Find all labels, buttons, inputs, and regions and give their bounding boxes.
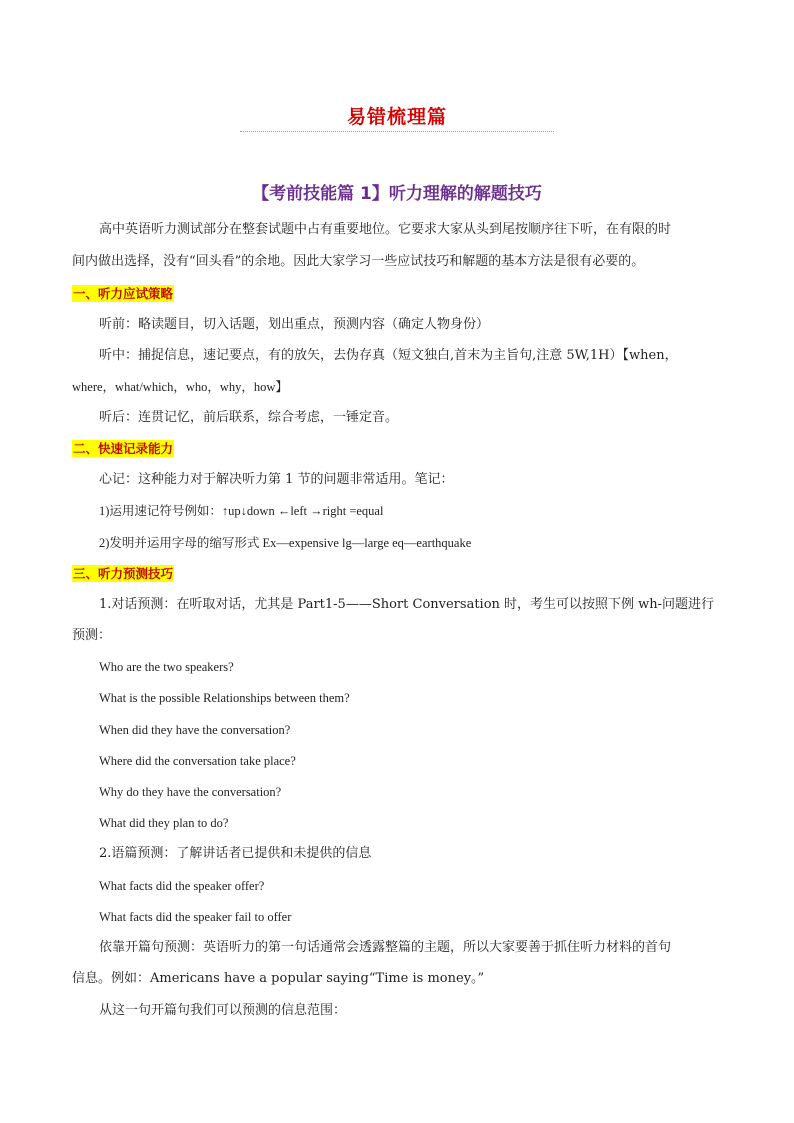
note-taking-abbreviations: 2)发明并运用字母的缩写形式 Ex—expensive lg—large eq—earthquake bbox=[99, 536, 472, 550]
intro-paragraph-line: 高中英语听力测试部分在整套试题中占有重要地位。它要求大家从头到尾按顺序往下听，在有限的时 bbox=[99, 222, 672, 237]
passage-question: What facts did the speaker offer? bbox=[99, 879, 265, 893]
wh-question: Why do they have the conversation? bbox=[99, 785, 282, 799]
dialog-prediction-line: 1.对话预测：在听取对话，尤其是 Part1-5——Short Conversation 时，考生可以按照下例 wh-问题进行 bbox=[99, 597, 715, 612]
passage-prediction-line: 2.语篇预测：了解讲话者已提供和未提供的信息 bbox=[99, 846, 372, 861]
title-divider bbox=[240, 131, 554, 132]
section-heading-strategy: 一、听力应试策略 bbox=[73, 286, 174, 301]
note-taking-line: 心记：这种能力对于解决听力第 1 节的问题非常适用。笔记： bbox=[99, 472, 454, 487]
dialog-prediction-line: 预测： bbox=[72, 628, 112, 643]
opening-prediction-line: 从这一句开篇句我们可以预测的信息范围： bbox=[99, 1003, 347, 1018]
passage-question: What facts did the speaker fail to offer bbox=[99, 910, 292, 924]
page-subtitle: 【考前技能篇 1】听力理解的解题技巧 bbox=[252, 184, 542, 204]
intro-paragraph-line: 间内做出选择，没有“回头看”的余地。因此大家学习一些应试技巧和解题的基本方法是很有必要的。 bbox=[72, 254, 645, 269]
opening-prediction-example: 信息。例如：Americans have a popular saying“Time is money。” bbox=[72, 971, 485, 986]
strategy-before: 听前：略读题目，切入话题，划出重点，预测内容（确定人物身份） bbox=[99, 317, 490, 332]
strategy-during: 听中：捕捉信息，速记要点，有的放矢，去伪存真（短文独白,首末为主旨句,注意 5W,1H）【when， bbox=[99, 348, 678, 363]
opening-prediction-line: 依靠开篇句预测：英语听力的第一句话通常会透露整篇的主题，所以大家要善于抓住听力材料的首句 bbox=[99, 940, 672, 955]
page-title: 易错梳理篇 bbox=[346, 106, 447, 128]
wh-question: When did they have the conversation? bbox=[99, 723, 291, 737]
wh-question: What is the possible Relationships between them? bbox=[99, 691, 350, 705]
strategy-after: 听后：连贯记忆，前后联系，综合考虑，一锤定音。 bbox=[99, 410, 399, 425]
section-heading-prediction: 三、听力预测技巧 bbox=[73, 566, 174, 581]
wh-question: Where did the conversation take place? bbox=[99, 754, 296, 768]
strategy-during-continued: where，what/which，who，why，how】 bbox=[72, 380, 288, 394]
wh-question: Who are the two speakers? bbox=[99, 660, 234, 674]
section-heading-note-taking: 二、快速记录能力 bbox=[73, 441, 174, 456]
note-taking-symbols: 1)运用速记符号例如：↑up↓down ←left →right =equal bbox=[99, 504, 384, 518]
wh-question: What did they plan to do? bbox=[99, 816, 229, 830]
